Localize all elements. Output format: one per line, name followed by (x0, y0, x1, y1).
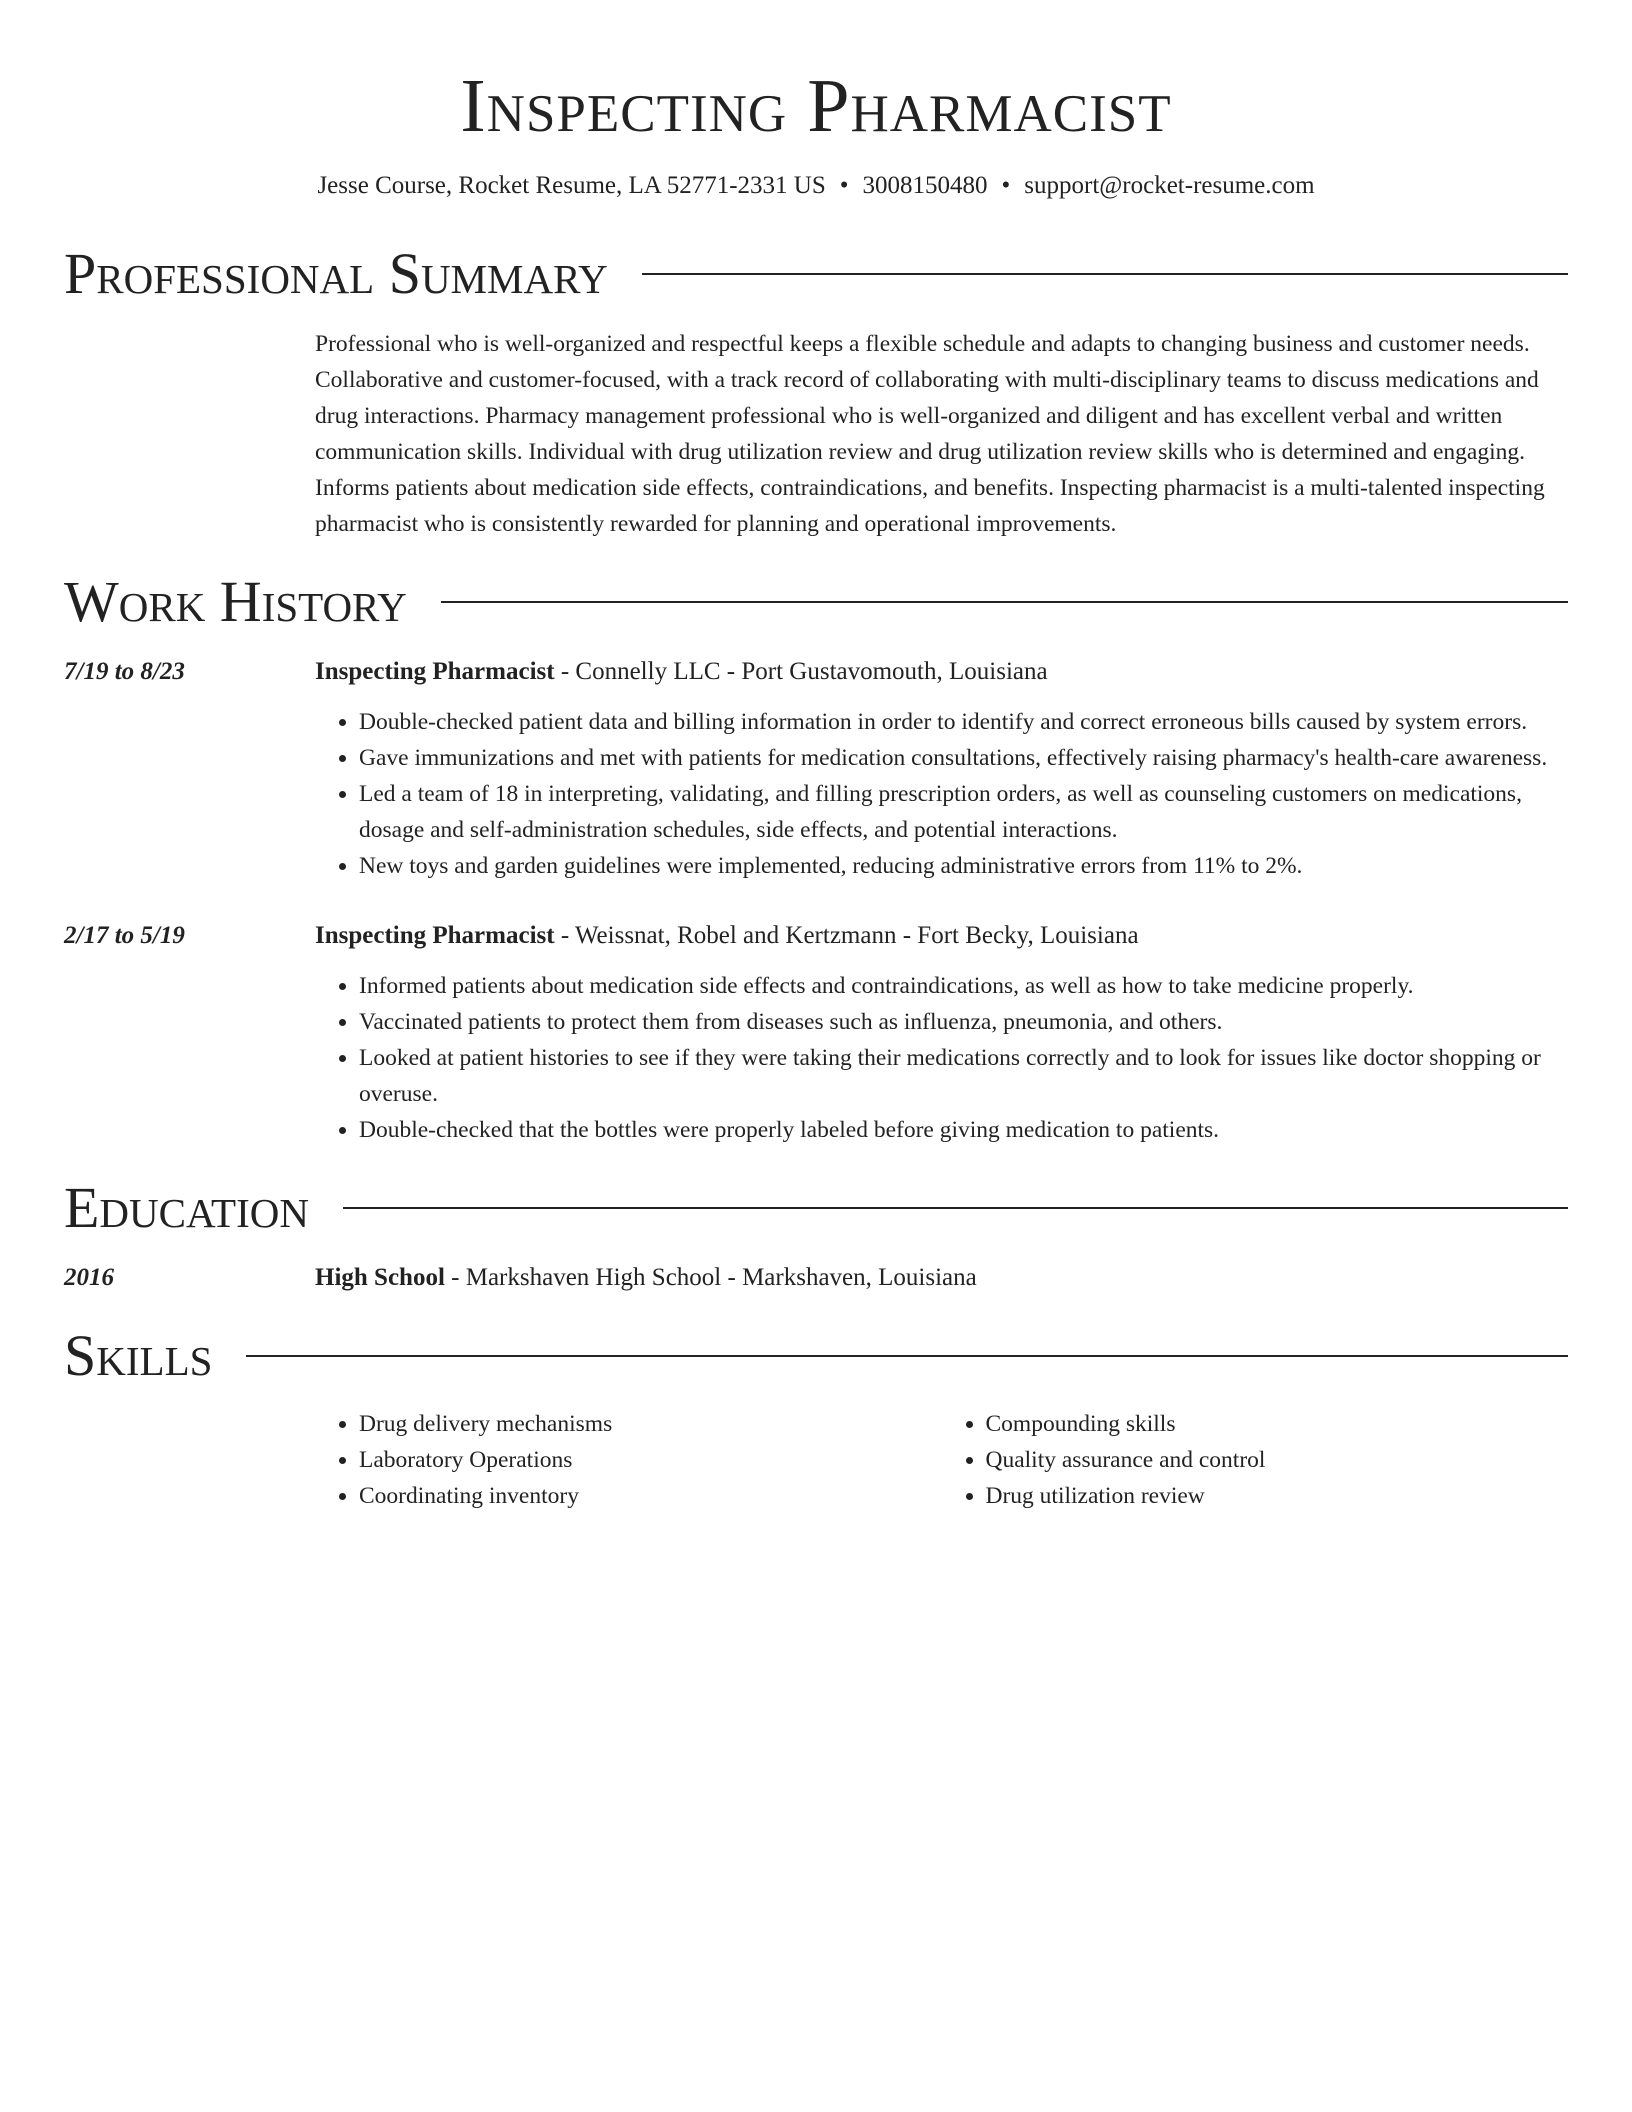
resume-title: Inspecting Pharmacist (460, 64, 1172, 148)
work-section-header (64, 569, 1568, 634)
skill-item: • Drug delivery mechanisms (359, 1406, 942, 1442)
skill-item: • Coordinating inventory (359, 1478, 942, 1514)
job-bullet: • Double-checked that the bottles were properly labeled before giving medication to patients. (359, 1112, 1568, 1148)
skill-item: • Laboratory Operations (359, 1442, 942, 1478)
contact-separator: • (839, 172, 849, 199)
job-bullet-list (315, 704, 1568, 884)
section-divider (441, 601, 1568, 603)
summary-section-header (64, 241, 1568, 306)
job-bullet: • Double-checked patient data and billing information in order to identify and correct erroneous bills caused by system errors. (359, 704, 1568, 740)
skills-heading: Skills (64, 1323, 213, 1388)
education-content (315, 1260, 1568, 1296)
section-divider (343, 1207, 1568, 1209)
education-degree: High School (315, 1264, 445, 1291)
work-heading: Work History (64, 569, 407, 634)
job-bullet: • Gave immunizations and met with patients for medication consultations, effectively raising pharmacy's health-care awareness. (359, 740, 1568, 776)
job-content (315, 654, 1568, 884)
job-entry (64, 918, 1568, 1148)
job-role: Inspecting Pharmacist (315, 922, 555, 949)
job-dates: 2/17 to 5/19 (64, 922, 185, 949)
job-entry (64, 654, 1568, 884)
skills-column-left (315, 1406, 942, 1514)
contact-email: support@rocket-resume.com (1024, 172, 1315, 199)
job-employer: - Connelly LLC - Port Gustavomouth, Louisiana (554, 658, 1048, 685)
job-bullet: • Vaccinated patients to protect them from diseases such as influenza, pneumonia, and others. (359, 1004, 1568, 1040)
job-bullet: • Informed patients about medication side effects and contraindications, as well as how to take medicine properly. (359, 968, 1568, 1004)
job-bullet-list (315, 968, 1568, 1148)
skills-list (315, 1406, 1568, 1514)
contact-line (64, 170, 1568, 202)
job-role: Inspecting Pharmacist (315, 658, 555, 685)
job-dates: 7/19 to 8/23 (64, 658, 185, 685)
contact-separator: • (1001, 172, 1011, 199)
job-bullet: • Looked at patient histories to see if they were taking their medications correctly and to look for issues like doctor shopping or overuse. (359, 1040, 1568, 1112)
job-bullet: • New toys and garden guidelines were implemented, reducing administrative errors from 11% to 2%. (359, 848, 1568, 884)
education-school: - Markshaven High School - Markshaven, Louisiana (444, 1264, 977, 1291)
section-divider (246, 1355, 1568, 1357)
summary-heading: Professional Summary (64, 241, 608, 306)
skills-section-header (64, 1323, 1568, 1388)
skills-column-right (942, 1406, 1569, 1514)
skill-item: • Quality assurance and control (986, 1442, 1569, 1478)
skill-item: • Compounding skills (986, 1406, 1569, 1442)
resume-page (64, 0, 1568, 1514)
summary-paragraph: Professional who is well-organized and respectful keeps a flexible schedule and adapts to changing business and customer needs. Collaborative and customer-focused, with a track record of collaborating with multi-disciplinary teams to discuss medications and drug interactions. Pharmacy management professional who is well-organized and diligent and has excellent verbal and written communication skills. Individual with drug utilization review and drug utilization review skills who is determined and engaging. Informs patients about medication side effects, contraindications, and benefits. Inspecting pharmacist is a multi-talented inspecting pharmacist who is consistently rewarded for planning and operational improvements. (315, 331, 1545, 537)
education-dates: 2016 (64, 1264, 114, 1291)
skill-item: • Drug utilization review (986, 1478, 1569, 1514)
job-employer: - Weissnat, Robel and Kertzmann - Fort Becky, Louisiana (554, 922, 1139, 949)
education-entry (64, 1260, 1568, 1296)
education-heading-line (315, 1260, 1568, 1296)
education-section-header (64, 1175, 1568, 1240)
job-content (315, 918, 1568, 1148)
contact-phone: 3008150480 (862, 172, 988, 199)
contact-address: Jesse Course, Rocket Resume, LA 52771-2331 US (317, 172, 826, 199)
job-heading (315, 654, 1568, 690)
job-bullet: • Led a team of 18 in interpreting, validating, and filling prescription orders, as well as counseling customers on medications, dosage and self-administration schedules, side effects, and potential interactions. (359, 776, 1568, 848)
job-heading (315, 918, 1568, 954)
section-divider (642, 273, 1568, 275)
education-heading: Education (64, 1175, 309, 1240)
